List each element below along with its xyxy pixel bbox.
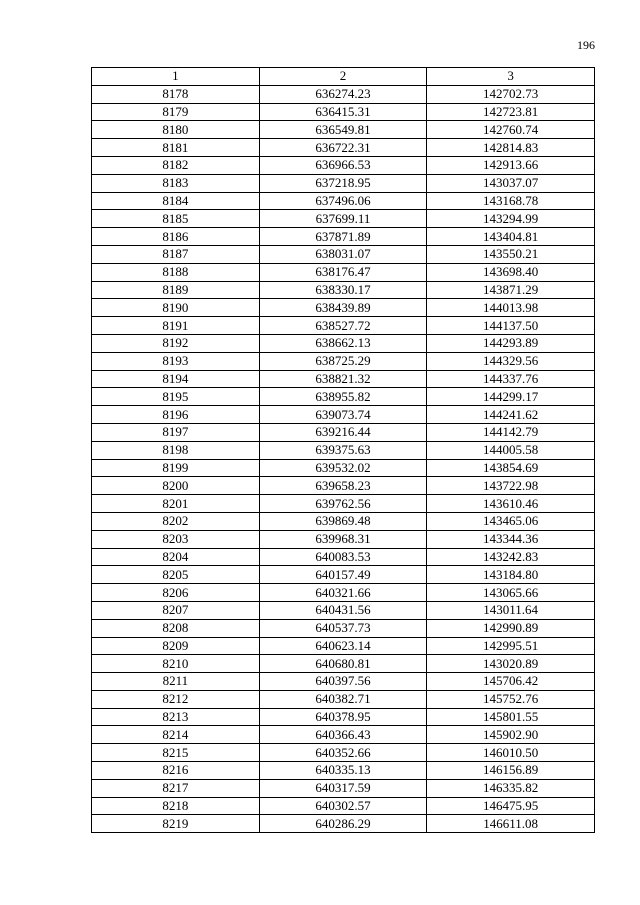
cell-point-number: 8219 xyxy=(92,815,260,833)
table-row xyxy=(92,139,595,157)
header-row xyxy=(92,68,595,86)
cell-x-coordinate: 640397.56 xyxy=(259,673,427,691)
table-row xyxy=(92,815,595,833)
cell-point-number: 8184 xyxy=(92,192,260,210)
cell-point-number: 8189 xyxy=(92,281,260,299)
cell-y-coordinate: 144013.98 xyxy=(427,299,595,317)
table-row xyxy=(92,441,595,459)
cell-y-coordinate: 142702.73 xyxy=(427,85,595,103)
cell-y-coordinate: 143344.36 xyxy=(427,530,595,548)
cell-y-coordinate: 144137.50 xyxy=(427,317,595,335)
table-row xyxy=(92,352,595,370)
cell-point-number: 8191 xyxy=(92,317,260,335)
cell-y-coordinate: 143011.64 xyxy=(427,601,595,619)
cell-y-coordinate: 142995.51 xyxy=(427,637,595,655)
table-row xyxy=(92,744,595,762)
cell-y-coordinate: 144299.17 xyxy=(427,388,595,406)
cell-y-coordinate: 143722.98 xyxy=(427,477,595,495)
table-row xyxy=(92,406,595,424)
table-row xyxy=(92,334,595,352)
coordinates-table xyxy=(91,67,595,833)
cell-y-coordinate: 146475.95 xyxy=(427,797,595,815)
cell-point-number: 8195 xyxy=(92,388,260,406)
cell-point-number: 8181 xyxy=(92,139,260,157)
table-row xyxy=(92,637,595,655)
table-row xyxy=(92,228,595,246)
cell-y-coordinate: 143610.46 xyxy=(427,495,595,513)
cell-point-number: 8178 xyxy=(92,85,260,103)
table-row xyxy=(92,495,595,513)
table-row xyxy=(92,263,595,281)
cell-y-coordinate: 143854.69 xyxy=(427,459,595,477)
cell-point-number: 8205 xyxy=(92,566,260,584)
cell-x-coordinate: 639968.31 xyxy=(259,530,427,548)
table-row xyxy=(92,121,595,139)
cell-point-number: 8182 xyxy=(92,156,260,174)
cell-x-coordinate: 640157.49 xyxy=(259,566,427,584)
cell-point-number: 8190 xyxy=(92,299,260,317)
cell-y-coordinate: 146611.08 xyxy=(427,815,595,833)
cell-x-coordinate: 636274.23 xyxy=(259,85,427,103)
table-body xyxy=(92,85,595,832)
table-row xyxy=(92,673,595,691)
cell-x-coordinate: 638439.89 xyxy=(259,299,427,317)
cell-y-coordinate: 145752.76 xyxy=(427,690,595,708)
table-row xyxy=(92,530,595,548)
cell-y-coordinate: 146156.89 xyxy=(427,762,595,780)
cell-x-coordinate: 639216.44 xyxy=(259,423,427,441)
cell-y-coordinate: 143184.80 xyxy=(427,566,595,584)
cell-x-coordinate: 637699.11 xyxy=(259,210,427,228)
cell-x-coordinate: 640382.71 xyxy=(259,690,427,708)
cell-x-coordinate: 640317.59 xyxy=(259,779,427,797)
table-row xyxy=(92,423,595,441)
cell-x-coordinate: 640321.66 xyxy=(259,584,427,602)
cell-x-coordinate: 639375.63 xyxy=(259,441,427,459)
cell-point-number: 8196 xyxy=(92,406,260,424)
cell-point-number: 8183 xyxy=(92,174,260,192)
table-row xyxy=(92,779,595,797)
cell-x-coordinate: 640335.13 xyxy=(259,762,427,780)
cell-point-number: 8215 xyxy=(92,744,260,762)
cell-point-number: 8199 xyxy=(92,459,260,477)
cell-point-number: 8187 xyxy=(92,245,260,263)
table-row xyxy=(92,726,595,744)
cell-y-coordinate: 142814.83 xyxy=(427,139,595,157)
cell-y-coordinate: 143242.83 xyxy=(427,548,595,566)
cell-point-number: 8212 xyxy=(92,690,260,708)
cell-x-coordinate: 638725.29 xyxy=(259,352,427,370)
cell-point-number: 8206 xyxy=(92,584,260,602)
cell-x-coordinate: 638330.17 xyxy=(259,281,427,299)
cell-point-number: 8180 xyxy=(92,121,260,139)
cell-y-coordinate: 143168.78 xyxy=(427,192,595,210)
cell-point-number: 8209 xyxy=(92,637,260,655)
cell-x-coordinate: 637496.06 xyxy=(259,192,427,210)
column-header-2: 2 xyxy=(259,68,427,86)
cell-x-coordinate: 640286.29 xyxy=(259,815,427,833)
cell-y-coordinate: 142913.66 xyxy=(427,156,595,174)
cell-x-coordinate: 636415.31 xyxy=(259,103,427,121)
table-row xyxy=(92,708,595,726)
cell-x-coordinate: 639658.23 xyxy=(259,477,427,495)
cell-x-coordinate: 637218.95 xyxy=(259,174,427,192)
table-row xyxy=(92,174,595,192)
cell-point-number: 8198 xyxy=(92,441,260,459)
cell-y-coordinate: 143550.21 xyxy=(427,245,595,263)
cell-y-coordinate: 143698.40 xyxy=(427,263,595,281)
table-row xyxy=(92,85,595,103)
table-row xyxy=(92,459,595,477)
cell-x-coordinate: 640623.14 xyxy=(259,637,427,655)
cell-point-number: 8202 xyxy=(92,512,260,530)
table-row xyxy=(92,388,595,406)
table-row xyxy=(92,584,595,602)
table-row xyxy=(92,245,595,263)
cell-point-number: 8201 xyxy=(92,495,260,513)
table-header xyxy=(92,68,595,86)
cell-x-coordinate: 640083.53 xyxy=(259,548,427,566)
table-row xyxy=(92,566,595,584)
cell-y-coordinate: 143404.81 xyxy=(427,228,595,246)
cell-x-coordinate: 640680.81 xyxy=(259,655,427,673)
cell-y-coordinate: 142990.89 xyxy=(427,619,595,637)
cell-y-coordinate: 142723.81 xyxy=(427,103,595,121)
table-row xyxy=(92,370,595,388)
cell-point-number: 8217 xyxy=(92,779,260,797)
table-row xyxy=(92,210,595,228)
cell-x-coordinate: 638527.72 xyxy=(259,317,427,335)
column-header-1: 1 xyxy=(92,68,260,86)
cell-x-coordinate: 638031.07 xyxy=(259,245,427,263)
cell-y-coordinate: 143465.06 xyxy=(427,512,595,530)
cell-x-coordinate: 638955.82 xyxy=(259,388,427,406)
table-row xyxy=(92,797,595,815)
cell-y-coordinate: 144337.76 xyxy=(427,370,595,388)
cell-y-coordinate: 143037.07 xyxy=(427,174,595,192)
cell-x-coordinate: 636549.81 xyxy=(259,121,427,139)
table-row xyxy=(92,477,595,495)
cell-y-coordinate: 145902.90 xyxy=(427,726,595,744)
cell-y-coordinate: 146335.82 xyxy=(427,779,595,797)
table-row xyxy=(92,619,595,637)
cell-y-coordinate: 143871.29 xyxy=(427,281,595,299)
cell-y-coordinate: 143065.66 xyxy=(427,584,595,602)
cell-x-coordinate: 640352.66 xyxy=(259,744,427,762)
cell-point-number: 8188 xyxy=(92,263,260,281)
table-row xyxy=(92,192,595,210)
cell-point-number: 8214 xyxy=(92,726,260,744)
cell-point-number: 8207 xyxy=(92,601,260,619)
cell-x-coordinate: 638662.13 xyxy=(259,334,427,352)
cell-point-number: 8213 xyxy=(92,708,260,726)
table-row xyxy=(92,690,595,708)
cell-y-coordinate: 144142.79 xyxy=(427,423,595,441)
cell-y-coordinate: 146010.50 xyxy=(427,744,595,762)
cell-point-number: 8208 xyxy=(92,619,260,637)
column-header-3: 3 xyxy=(427,68,595,86)
table-row xyxy=(92,317,595,335)
cell-x-coordinate: 640302.57 xyxy=(259,797,427,815)
cell-point-number: 8216 xyxy=(92,762,260,780)
cell-point-number: 8194 xyxy=(92,370,260,388)
cell-point-number: 8185 xyxy=(92,210,260,228)
cell-point-number: 8179 xyxy=(92,103,260,121)
cell-y-coordinate: 145801.55 xyxy=(427,708,595,726)
cell-x-coordinate: 640366.43 xyxy=(259,726,427,744)
page-number: 196 xyxy=(577,38,595,52)
cell-x-coordinate: 639532.02 xyxy=(259,459,427,477)
table-row xyxy=(92,601,595,619)
cell-point-number: 8211 xyxy=(92,673,260,691)
cell-x-coordinate: 640378.95 xyxy=(259,708,427,726)
cell-x-coordinate: 636722.31 xyxy=(259,139,427,157)
cell-point-number: 8186 xyxy=(92,228,260,246)
cell-point-number: 8218 xyxy=(92,797,260,815)
cell-x-coordinate: 639762.56 xyxy=(259,495,427,513)
cell-y-coordinate: 144005.58 xyxy=(427,441,595,459)
cell-x-coordinate: 636966.53 xyxy=(259,156,427,174)
cell-point-number: 8203 xyxy=(92,530,260,548)
cell-y-coordinate: 142760.74 xyxy=(427,121,595,139)
cell-point-number: 8192 xyxy=(92,334,260,352)
cell-y-coordinate: 145706.42 xyxy=(427,673,595,691)
table-row xyxy=(92,103,595,121)
table-row xyxy=(92,655,595,673)
cell-x-coordinate: 640431.56 xyxy=(259,601,427,619)
cell-point-number: 8193 xyxy=(92,352,260,370)
cell-point-number: 8200 xyxy=(92,477,260,495)
cell-y-coordinate: 144241.62 xyxy=(427,406,595,424)
cell-point-number: 8204 xyxy=(92,548,260,566)
cell-x-coordinate: 638821.32 xyxy=(259,370,427,388)
table-row xyxy=(92,281,595,299)
cell-x-coordinate: 638176.47 xyxy=(259,263,427,281)
cell-y-coordinate: 143294.99 xyxy=(427,210,595,228)
cell-x-coordinate: 639073.74 xyxy=(259,406,427,424)
table-row xyxy=(92,548,595,566)
table-row xyxy=(92,299,595,317)
cell-point-number: 8197 xyxy=(92,423,260,441)
cell-y-coordinate: 144293.89 xyxy=(427,334,595,352)
cell-x-coordinate: 637871.89 xyxy=(259,228,427,246)
cell-y-coordinate: 144329.56 xyxy=(427,352,595,370)
cell-x-coordinate: 639869.48 xyxy=(259,512,427,530)
cell-point-number: 8210 xyxy=(92,655,260,673)
cell-x-coordinate: 640537.73 xyxy=(259,619,427,637)
table-row xyxy=(92,156,595,174)
table-row xyxy=(92,512,595,530)
table-row xyxy=(92,762,595,780)
cell-y-coordinate: 143020.89 xyxy=(427,655,595,673)
